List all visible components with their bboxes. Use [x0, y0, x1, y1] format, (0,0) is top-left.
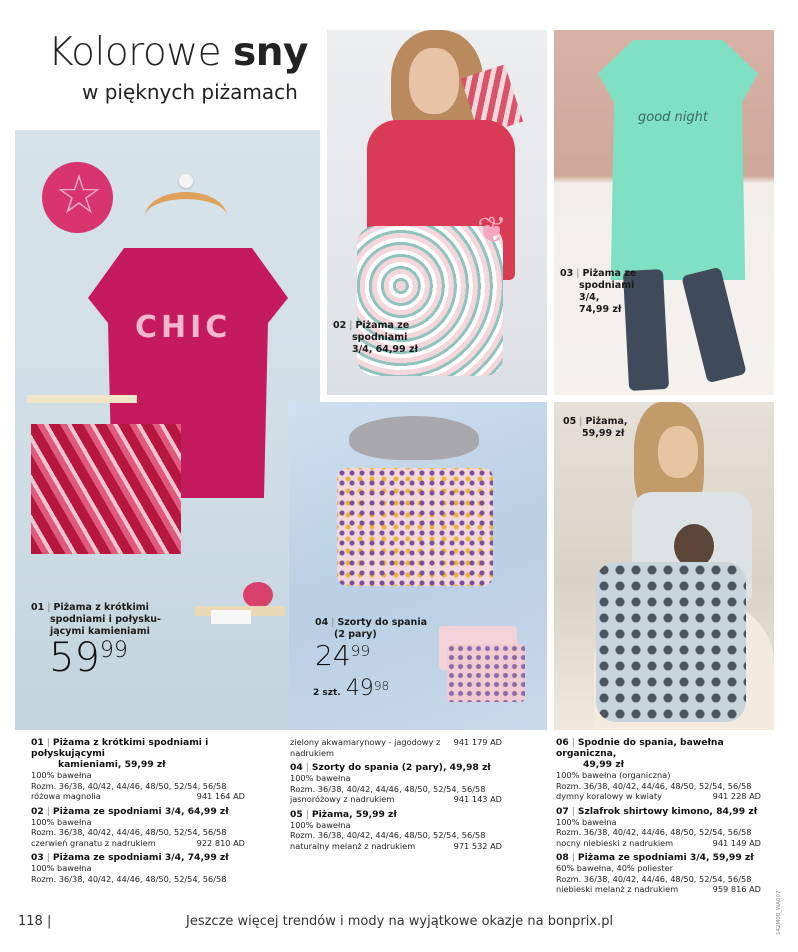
product-item-04 — [290, 762, 502, 805]
item-number: 02 — [31, 805, 44, 817]
product-item-06 — [556, 737, 761, 802]
article-code: 941 164 AD — [196, 791, 245, 801]
price-cents: 98 — [373, 679, 390, 693]
tshirt-print: good night — [638, 110, 708, 125]
mint-tshirt — [598, 40, 758, 280]
model-face — [658, 426, 698, 478]
label-line: 74,99 zł — [579, 304, 622, 315]
photo-label-03: 03 | Piżama ze spodniami 3/4, 74,99 zł — [560, 268, 637, 315]
item-number: 03 — [31, 852, 44, 863]
title-line: Szorty do spania (2 pary), 49,98 zł — [311, 762, 491, 773]
product-title: 05 | Piżama, 59,99 zł — [290, 808, 397, 820]
page-subtitle: w pięknych piżamach — [82, 80, 298, 104]
shelf — [27, 395, 137, 403]
product-title: 02 | Piżama ze spodniami 3/4, 64,99 zł — [31, 805, 229, 817]
product-title: 03 | Piżama ze spodniami 3/4, 74,99 zł — [31, 852, 229, 863]
printed-pajama-pants — [596, 562, 746, 722]
product-item-07 — [556, 806, 761, 849]
grey-bra — [349, 416, 479, 460]
product-photo-05[interactable] — [554, 402, 774, 730]
label-line: 3/4, 64,99 zł — [352, 344, 419, 355]
product-item-08 — [556, 852, 761, 895]
color: różowa magnolia — [31, 791, 101, 801]
photo-label-05: 05 | Piżama, 59,99 zł — [563, 416, 628, 439]
product-title: 08 | Piżama ze spodniami 3/4, 59,99 zł — [556, 852, 754, 863]
label-line: spodniami — [579, 280, 635, 291]
label-number: 05 — [563, 416, 577, 427]
color: nocny niebieski z nadrukiem — [556, 837, 674, 848]
price-main: 49 — [345, 676, 374, 701]
item-number: 06 — [556, 737, 569, 748]
product-title: 07 | Szlafrok shirtowy kimono, 84,99 zł — [556, 805, 758, 817]
product-photo-04[interactable] — [289, 402, 547, 730]
title-line: Spodnie do spania, bawełna organiczna, — [556, 737, 724, 759]
color: zielony akwamarynowy - jagodowy z — [290, 737, 441, 747]
article-code: 971 532 AD — [453, 840, 502, 851]
product-details-column-2 — [290, 737, 502, 855]
price-tag-01 — [49, 635, 128, 681]
label-line: spodniami — [352, 332, 408, 343]
title-line: Piżama, 59,99 zł — [311, 808, 397, 820]
material: 100% bawełna — [290, 819, 351, 830]
material: 100% bawełna — [290, 773, 351, 783]
sizes: Rozm. 36/38, 40/42, 44/46, 48/50, 52/54, 56/58 — [31, 780, 227, 791]
material: 60% bawełna, 40% poliester — [556, 863, 673, 873]
material: 100% bawełna — [556, 816, 617, 827]
flower-pot — [243, 582, 273, 608]
item-number: 01 — [31, 737, 44, 748]
wall-hook — [179, 174, 193, 188]
sizes: Rozm. 36/38, 40/42, 44/46, 48/50, 52/54, 56/58 — [31, 827, 227, 837]
material: 100% bawełna — [31, 863, 92, 873]
price-cents: 99 — [99, 638, 128, 663]
article-code: 959 816 AD — [712, 884, 761, 894]
article-code: 941 179 AD — [453, 737, 502, 747]
sizes: Rozm. 36/38, 40/42, 44/46, 48/50, 52/54, 56/58 — [556, 873, 752, 884]
title-line: Piżama ze spodniami 3/4, 59,99 zł — [577, 852, 754, 863]
material: 100% bawełna (organiczna) — [556, 770, 671, 780]
flamingo-print-icon: ❦ — [477, 210, 508, 251]
color: dymny koralowy w kwiaty — [556, 791, 663, 801]
label-line: jącymi kamieniami — [50, 626, 150, 637]
price-main: 59 — [49, 635, 100, 681]
floral-shorts-pair — [447, 644, 525, 702]
multi-price — [346, 676, 389, 701]
article-code: 941 228 AD — [712, 791, 761, 801]
product-item-03-continued — [290, 737, 502, 758]
label-number: 04 — [315, 617, 329, 628]
article-code: 941 149 AD — [712, 837, 761, 848]
title-line: kamieniami, 59,99 zł — [58, 759, 166, 770]
item-number: 08 — [556, 852, 569, 863]
sizes: Rozm. 36/38, 40/42, 44/46, 48/50, 52/54, 56/58 — [556, 827, 752, 837]
label-number: 02 — [333, 320, 347, 331]
product-title: 04 | Szorty do spania (2 pary), 49,98 zł — [290, 762, 491, 773]
multi-prefix: 2 szt. — [313, 688, 341, 698]
title-bold: sny — [233, 30, 308, 75]
title-light: Kolorowe — [48, 30, 222, 75]
sizes: Rozm. 36/38, 40/42, 44/46, 48/50, 52/54, 56/58 — [290, 783, 486, 794]
model-face — [409, 48, 459, 114]
hanger — [145, 192, 227, 241]
label-line: 3/4, — [579, 292, 600, 303]
label-line: Piżama ze — [355, 320, 410, 331]
footer-tagline[interactable]: Jeszcze więcej trendów i mody na wyjątkowe okazje na bonprix.pl — [186, 914, 614, 929]
label-line: Piżama z krótkimi — [53, 602, 149, 613]
page-number: 118 | — [18, 914, 52, 929]
sizes: Rozm. 36/38, 40/42, 44/46, 48/50, 52/54, 56/58 — [290, 830, 486, 840]
printed-shorts — [31, 424, 181, 554]
product-details-column-1 — [31, 737, 245, 888]
price-tag-04 — [315, 639, 371, 672]
product-details-column-3 — [556, 737, 761, 899]
product-item-05 — [290, 809, 502, 852]
sizes: Rozm. 36/38, 40/42, 44/46, 48/50, 52/54, 56/58 — [556, 780, 752, 791]
material: 100% bawełna — [31, 770, 92, 780]
product-photo-02[interactable] — [327, 30, 547, 395]
item-number: 05 — [290, 808, 303, 820]
label-line: (2 pary) — [334, 629, 377, 640]
product-title: 01 | Piżama z krótkimi spodniami i połyskującymi — [31, 737, 209, 759]
sizes: Rozm. 36/38, 40/42, 44/46, 48/50, 52/54, 56/58 — [31, 873, 227, 884]
label-line: spodniami i połysku- — [50, 614, 161, 625]
color: jasnoróżowy z nadrukiem — [290, 794, 395, 804]
title-line: Szlafrok shirtowy kimono, 84,99 zł — [577, 805, 758, 817]
floral-shorts — [337, 468, 493, 586]
color: niebieski melanż z nadrukiem — [556, 884, 679, 894]
article-code: 941 143 AD — [453, 794, 502, 804]
article-code: 922 810 AD — [196, 837, 245, 848]
product-photo-03[interactable] — [554, 30, 774, 395]
label-number: 03 — [560, 268, 574, 279]
label-line: Piżama, — [585, 416, 628, 427]
title-line: 49,99 zł — [583, 759, 625, 770]
title-line: Piżama z krótkimi spodniami i połyskującymi — [31, 737, 209, 759]
printed-leggings-right — [681, 267, 746, 383]
catalog-code: 142M08_WA007 — [776, 890, 782, 935]
page-title — [48, 30, 308, 75]
photo-label-02: 02 | Piżama ze spodniami 3/4, 64,99 zł — [333, 320, 419, 355]
price-cents: 99 — [350, 642, 371, 660]
title-line: Piżama ze spodniami 3/4, 64,99 zł — [52, 805, 229, 817]
label-line: Szorty do spania — [337, 617, 427, 628]
photo-label-04: 04 | Szorty do spania (2 pary) — [315, 617, 427, 640]
multi-price-04 — [313, 678, 389, 700]
book — [211, 610, 251, 624]
product-item-01 — [31, 737, 245, 802]
label-line: Piżama ze — [582, 268, 637, 279]
label-line: 59,99 zł — [582, 428, 625, 439]
title-line: Piżama ze spodniami 3/4, 74,99 zł — [52, 852, 229, 863]
price-main: 24 — [315, 639, 351, 672]
color: naturalny melanż z nadrukiem — [290, 840, 416, 851]
label-number: 01 — [31, 602, 45, 613]
product-photo-01[interactable] — [15, 130, 320, 730]
photo-label-01: 01 | Piżama z krótkimi spodniami i połysku- jącymi kamieniami — [31, 602, 161, 637]
rhinestone-star-icon: ☆ — [54, 163, 104, 226]
product-title: 06 | Spodnie do spania, bawełna organiczna, — [556, 737, 724, 759]
product-item-02 — [31, 806, 245, 849]
color: nadrukiem — [290, 747, 334, 758]
item-number: 07 — [556, 805, 569, 817]
color: czerwień granatu z nadrukiem — [31, 837, 156, 848]
material: 100% bawełna — [31, 816, 92, 827]
tshirt-print: CHIC — [135, 310, 232, 345]
item-number: 04 — [290, 762, 303, 773]
product-item-03 — [31, 852, 245, 884]
